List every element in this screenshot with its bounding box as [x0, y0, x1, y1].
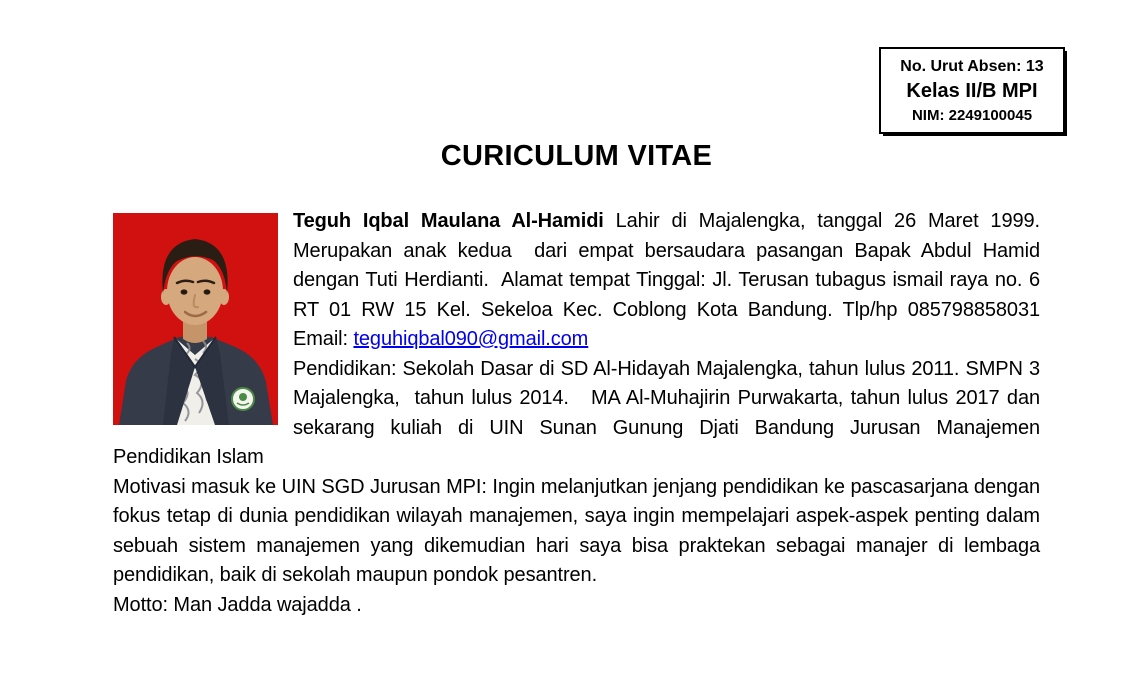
cv-paragraph-4: [113, 591, 1040, 621]
nim-label: NIM: 2249100045: [911, 107, 1033, 124]
cv-content: [0, 207, 1145, 620]
page-title: CURICULUM VITAE: [440, 140, 713, 172]
portrait-illustration: [113, 213, 278, 425]
attendance-number: No. Urut Absen: 13: [900, 58, 1044, 75]
person-name: Teguh Iqbal Maulana Al-Hamidi: [293, 210, 604, 232]
profile-photo: [113, 213, 278, 425]
cv-text-segment: Motto: Man Jadda wajadda .: [113, 593, 362, 616]
cv-paragraph-3: [113, 473, 1046, 591]
class-label: Kelas II/B MPI: [906, 80, 1038, 102]
cv-text-segment: Lahir di Majalengka, tanggal 26 Maret 1999. Merupakan anak kedua dari empat bersaudara pasangan Bapak Abdul Hamid dengan Tuti Herdianti. Alamat tempat Tinggal: Jl. Terusan tubagus ismail raya no. 6 RT 01 RW 15 Kel. Sekeloa Kec. Coblong Kota Bandung. Tlp/hp 085798858031 Email:: [293, 210, 1046, 350]
cv-text-segment: Pendidikan: Sekolah Dasar di SD Al-Hidayah Majalengka, tahun lulus 2011. SMPN 3 Majalengka, tahun lulus 2014. MA Al-Muhajirin Purwakarta, tahun lulus 2017 dan sekarang kuliah di UIN Sunan Gunung Djati Bandung Jurusan Manajemen Pendidikan Islam: [113, 357, 1046, 468]
cv-text-segment: Motivasi masuk ke UIN SGD Jurusan MPI: Ingin melanjutkan jenjang pendidikan ke pascasarjana dengan fokus tetap di dunia pendidikan wilayah manajemen, saya ingin mempelajari aspek-aspek penting dalam sebuah sistem manajemen yang dikemudian hari saya bisa praktekan sebagai manajer di lembaga pendidikan, baik di sekolah maupun pondok pesantren.: [113, 475, 1046, 586]
email-link[interactable]: teguhiqbal090@gmail.com: [353, 328, 589, 350]
student-id-box: [879, 47, 1065, 134]
